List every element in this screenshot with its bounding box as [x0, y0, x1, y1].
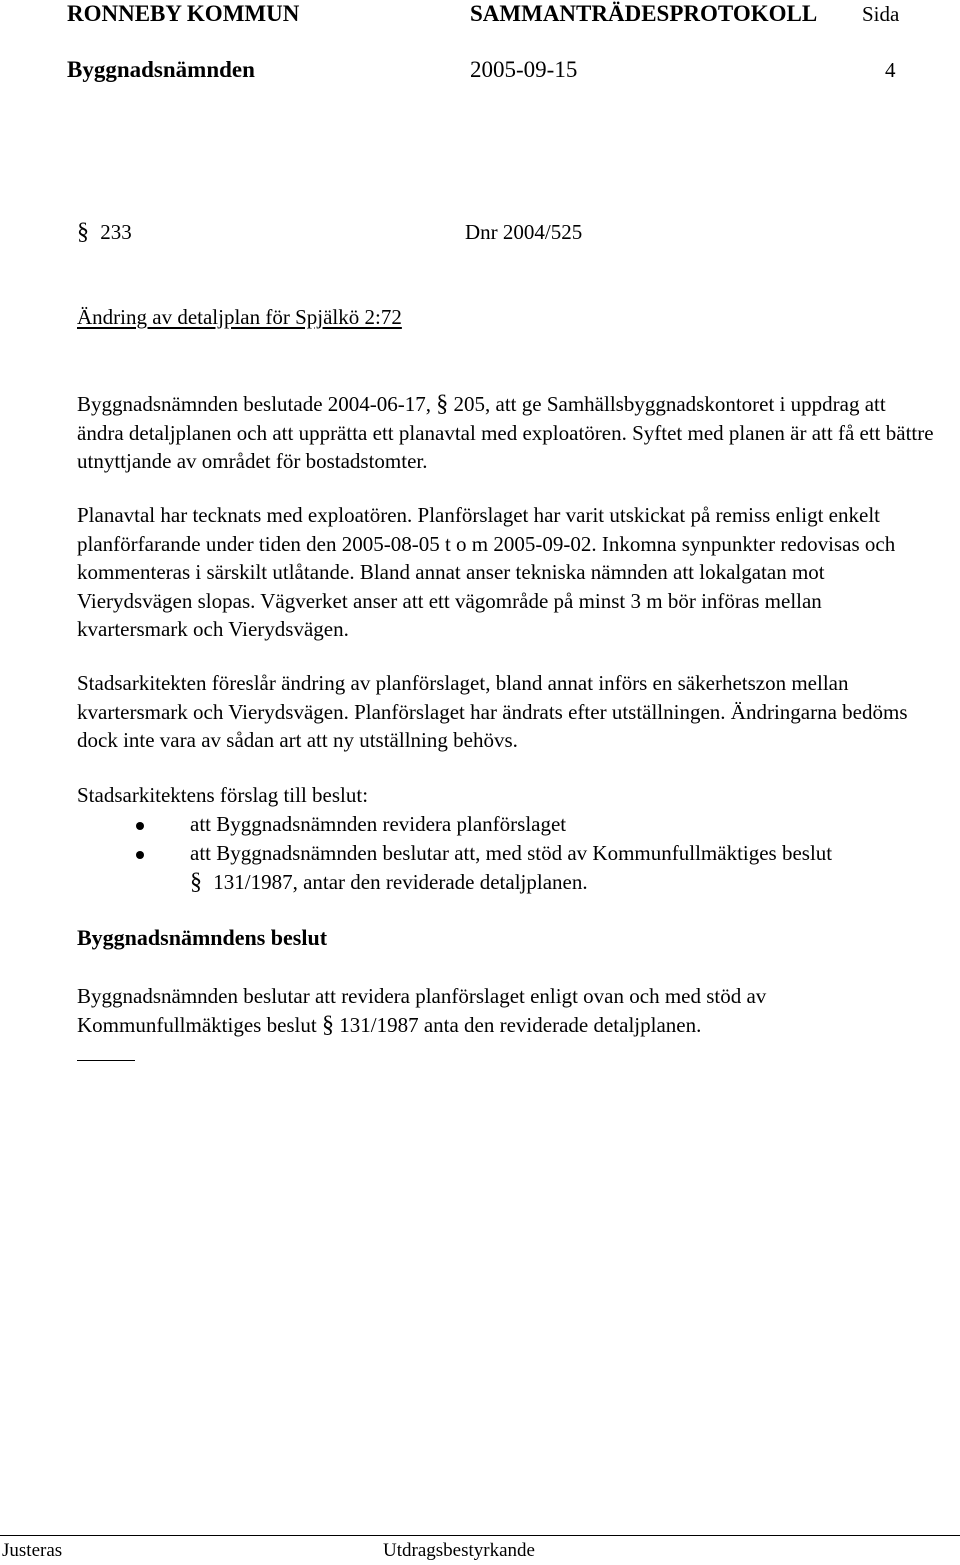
decision-heading: Byggnadsnämndens beslut: [77, 925, 328, 950]
footer-divider: [0, 1535, 960, 1536]
proposal-item-2: att Byggnadsnämnden beslutar att, med stöd av Kommunfullmäktiges beslut: [190, 841, 833, 865]
case-number: [77, 219, 132, 246]
org-name: RONNEBY KOMMUN: [67, 1, 300, 26]
case-title: Ändring av detaljplan för Spjälkö 2:72: [77, 305, 402, 329]
paragraph-consultation: Planavtal har tecknats med exploatören. Planförslaget har varit utskickat på remiss enligt enkelt planförfarande under tiden den 2005-08-05 t o m 2005-09-02. Inkomna synpunkter redovisas och kommenteras i särskilt utlåtande. Bland annat anser tekniska nämnden att lokalgatan mot Vierydsvägen slopas. Vägverket anser att ett vägområde på minst 3 m bör införas mellan kvartersmark och Vierydsvägen.: [77, 503, 896, 641]
decision-text-end: 131/1987 anta den reviderade detaljplanen.: [339, 1012, 702, 1037]
footer-utdragsbestyrkande: Utdragsbestyrkande: [383, 1540, 535, 1561]
decision-text: [77, 982, 937, 1039]
decision-text-start: Byggnadsnämnden beslutar att revidera planförslaget enligt ovan och med stöd av Kommunfullmäktiges beslut: [77, 984, 767, 1037]
proposal-item-2-cont: [190, 869, 588, 896]
proposal-heading: Stadsarkitektens förslag till beslut:: [77, 783, 369, 807]
footer-justeras: Justeras: [2, 1540, 63, 1561]
diary-number: Dnr 2004/525: [465, 220, 583, 244]
proposal-item-2-text: 131/1987, antar den reviderade detaljplanen.: [213, 870, 588, 894]
case-number-value: 233: [100, 220, 132, 244]
document-type: SAMMANTRÄDESPROTOKOLL: [470, 1, 818, 26]
paragraph-background: [77, 390, 937, 476]
section-symbol: §: [190, 869, 202, 895]
p1-text-end: 205, att ge Samhällsbyggnadskontoret i uppdrag att ändra detaljplanen och att upprätta ett planavtal med exploatören. Syftet med planen är att få ett bättre utnyttjande av området för bostadstomter.: [77, 392, 934, 473]
page-number: 4: [885, 58, 896, 82]
meeting-date: 2005-09-15: [470, 57, 578, 82]
section-symbol: §: [321, 1011, 334, 1038]
bullet-icon: [136, 851, 144, 859]
page-label: Sida: [862, 2, 900, 26]
committee-name: Byggnadsnämnden: [67, 57, 255, 82]
bullet-icon: [136, 822, 144, 830]
paragraph-architect: Stadsarkitekten föreslår ändring av planförslaget, bland annat införs en säkerhetszon mellan kvartersmark och Vierydsvägen. Planförslaget har ändrats efter utställningen. Ändringarna bedöms dock inte vara av sådan art att ny utställning behövs.: [77, 671, 908, 752]
closing-line: [77, 1060, 135, 1061]
section-symbol: §: [436, 391, 449, 417]
p1-text-start: Byggnadsnämnden beslutade 2004-06-17,: [77, 392, 432, 416]
section-symbol: §: [77, 219, 89, 245]
proposal-item-1: att Byggnadsnämnden revidera planförslaget: [190, 812, 567, 836]
